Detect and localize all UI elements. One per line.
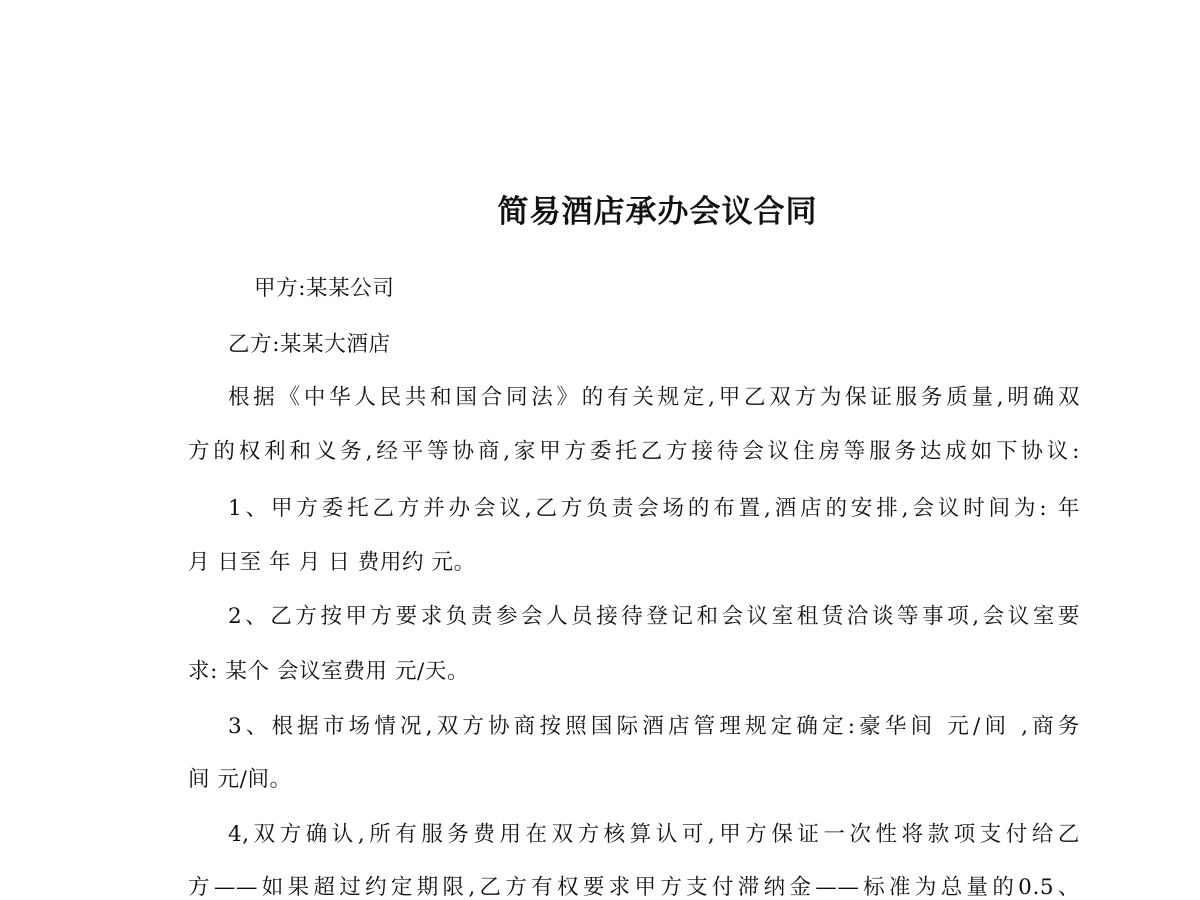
party-a-line: 甲方:某某公司 — [254, 276, 395, 301]
paragraph-line: 方——如果超过约定期限,乙方有权要求甲方支付滞纳金——标准为总量的0.5、 — [188, 875, 1080, 900]
paragraph-line: 4,双方确认,所有服务费用在双方核算认可,甲方保证一次性将款项支付给乙 — [228, 822, 1080, 847]
paragraph-line: 1、甲方委托乙方并办会议,乙方负责会场的布置,酒店的安排,会议时间为: 年 — [228, 496, 1080, 521]
paragraph-line: 月 日至 年 月 日 费用约 元。 — [188, 550, 476, 575]
paragraph-line: 3、根据市场情况,双方协商按照国际酒店管理规定确定:豪华间 元/间 ,商务 — [228, 714, 1080, 739]
document-title: 简易酒店承办会议合同 — [497, 194, 818, 230]
paragraph-line: 2、乙方按甲方要求负责参会人员接待登记和会议室租赁洽谈等事项,会议室要 — [228, 604, 1080, 629]
paragraph-line: 方的权利和义务,经平等协商,家甲方委托乙方接待会议住房等服务达成如下协议: — [188, 439, 1080, 464]
paragraph-line: 根据《中华人民共和国合同法》的有关规定,甲乙双方为保证服务质量,明确双 — [228, 385, 1080, 410]
paragraph-line: 求: 某个 会议室费用 元/天。 — [188, 659, 470, 684]
paragraph-line: 间 元/间。 — [188, 767, 292, 792]
party-b-line: 乙方:某某大酒店 — [228, 332, 391, 357]
